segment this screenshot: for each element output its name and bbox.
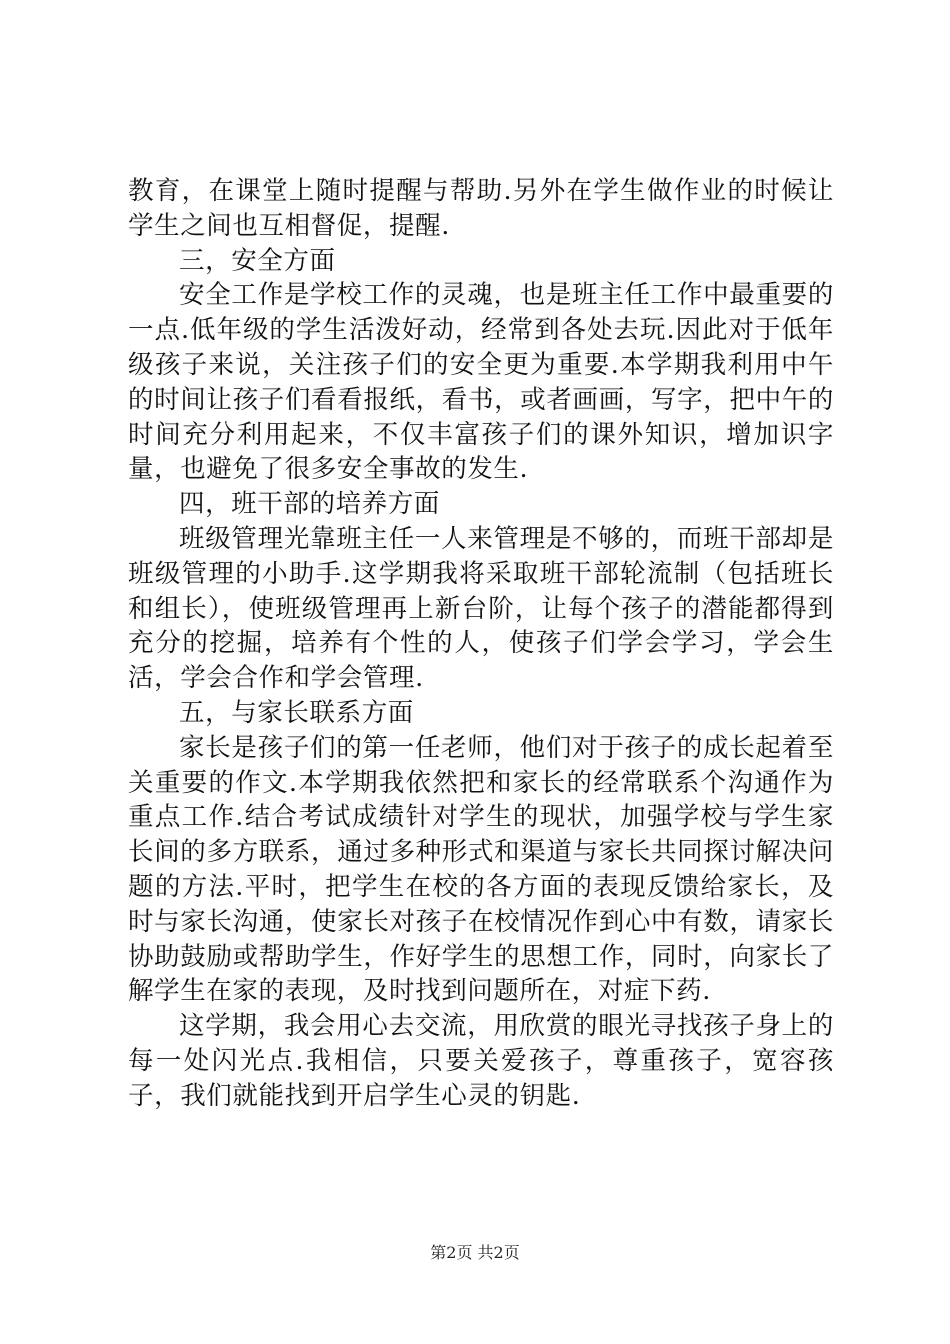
section-heading-parents: 五，与家长联系方面 xyxy=(179,697,414,728)
section-heading-class-leaders: 四，班干部的培养方面 xyxy=(179,489,441,520)
paragraph-parents: 家长是孩子们的第一任老师，他们对于孩子的成长起着至关重要的作文.本学期我依然把和家长的经常联系个沟通作为重点工作.结合考试成绩针对学生的现状，加强学校与学生家长间的多方联系，通过多种形式和渠道与家长共同探讨解决问题的方法.平时，把学生在校的各方面的表现反馈给家长，及时与家长沟通，使家长对孩子在校情况作到心中有数，请家长协助鼓励或帮助学生，作好学生的思想工作，同时，向家长了解学生在家的表现，及时找到问题所在，对症下药. xyxy=(128,732,834,1007)
paragraph-conclusion: 这学期，我会用心去交流，用欣赏的眼光寻找孩子身上的每一处闪光点.我相信，只要关爱孩子，尊重孩子，宽容孩子，我们就能找到开启学生心灵的钥匙. xyxy=(128,1011,834,1111)
document-body xyxy=(128,174,834,1114)
section-heading-safety: 三，安全方面 xyxy=(179,245,336,276)
paragraph-continuation: 教育，在课堂上随时提醒与帮助.另外在学生做作业的时候让学生之间也互相督促，提醒. xyxy=(128,176,834,241)
page-footer: 第2页 共2页 xyxy=(430,1243,520,1262)
paragraph-class-leaders: 班级管理光靠班主任一人来管理是不够的，而班干部却是班级管理的小助手.这学期我将采取班干部轮流制（包括班长和组长），使班级管理再上新台阶，让每个孩子的潜能都得到充分的挖掘，培养有个性的人，使孩子们学会学习，学会生活，学会合作和学会管理. xyxy=(128,523,834,694)
paragraph-safety: 安全工作是学校工作的灵魂，也是班主任工作中最重要的一点.低年级的学生活泼好动，经常到各处去玩.因此对于低年级孩子来说，关注孩子们的安全更为重要.本学期我利用中午的时间让孩子们看看报纸，看书，或者画画，写字，把中午的时间充分利用起来，不仅丰富孩子们的课外知识，增加识字量，也避免了很多安全事故的发生. xyxy=(128,280,834,485)
